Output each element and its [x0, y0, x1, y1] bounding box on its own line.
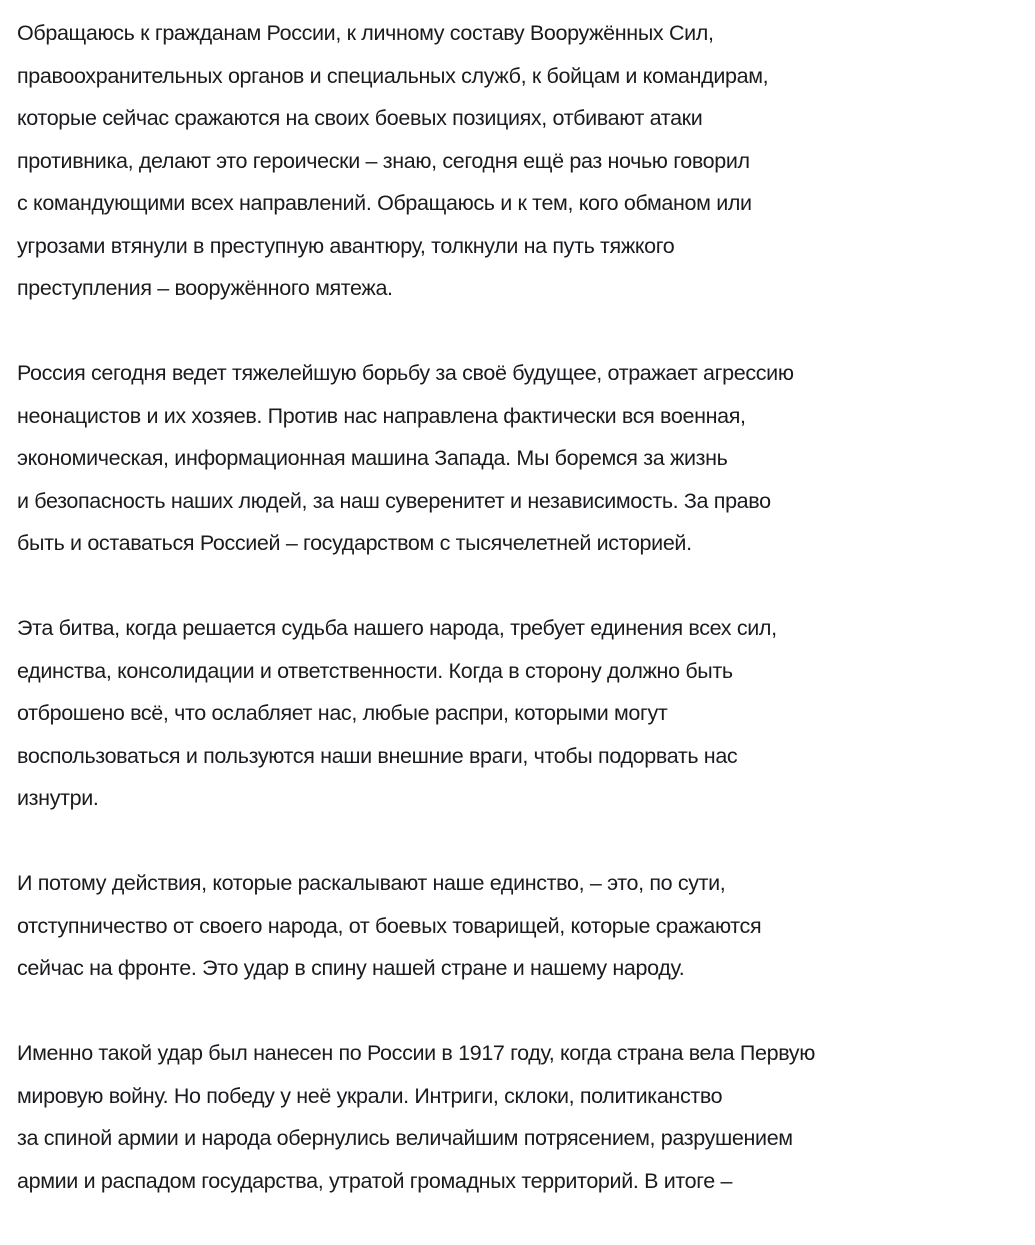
text-line: сейчас на фронте. Это удар в спину нашей стране и нашему народу. — [17, 956, 685, 980]
text-line: И потому действия, которые раскалывают наше единство, – это, по сути, — [17, 871, 726, 895]
text-line: неонацистов и их хозяев. Против нас направлена фактически вся военная, — [17, 403, 746, 428]
paragraph-1 — [17, 12, 1029, 310]
text-line: и безопасность наших людей, за наш суверенитет и независимость. За право — [17, 488, 771, 513]
text-line: с командующими всех направлений. Обращаюсь и к тем, кого обманом или — [17, 191, 752, 215]
text-line: единства, консолидации и ответственности. Когда в сторону должно быть — [17, 658, 733, 683]
text-line: которые сейчас сражаются на своих боевых позициях, отбивают атаки — [17, 106, 703, 130]
text-line: правоохранительных органов и специальных служб, к бойцам и командирам, — [17, 63, 769, 88]
paragraph-3 — [17, 607, 1029, 820]
text-line: отброшено всё, что ослабляет нас, любые распри, которыми могут — [17, 701, 668, 725]
text-line: быть и оставаться Россией – государством с тысячелетней историей. — [17, 531, 692, 555]
text-line: Именно такой удар был нанесен по России в 1917 году, когда страна вела Первую — [17, 1041, 815, 1065]
text-line: воспользоваться и пользуются наши внешние враги, чтобы подорвать нас — [17, 743, 738, 768]
text-line: Россия сегодня ведет тяжелейшую борьбу за своё будущее, отражает агрессию — [17, 361, 794, 385]
text-line: мировую войну. Но победу у неё украли. Интриги, склоки, политиканство — [17, 1083, 723, 1108]
text-line: противника, делают это героически – знаю, сегодня ещё раз ночью говорил — [17, 148, 750, 173]
text-line: армии и распадом государства, утратой громадных территорий. В итоге – — [17, 1168, 733, 1193]
text-line: Обращаюсь к гражданам России, к личному составу Вооружённых Сил, — [17, 21, 714, 45]
text-line: угрозами втянули в преступную авантюру, толкнули на путь тяжкого — [17, 233, 675, 258]
paragraph-5 — [17, 1032, 1029, 1202]
text-line: изнутри. — [17, 786, 99, 810]
text-line: за спиной армии и народа обернулись величайшим потрясением, разрушением — [17, 1126, 793, 1150]
text-line: экономическая, информационная машина Запада. Мы боремся за жизнь — [17, 446, 728, 470]
document-body — [17, 12, 1029, 1245]
text-line: отступничество от своего народа, от боевых товарищей, которые сражаются — [17, 913, 762, 938]
paragraph-2 — [17, 352, 1029, 565]
text-line: преступления – вооружённого мятежа. — [17, 276, 393, 300]
paragraph-4 — [17, 862, 1029, 990]
text-line: Эта битва, когда решается судьба нашего народа, требует единения всех сил, — [17, 616, 777, 640]
